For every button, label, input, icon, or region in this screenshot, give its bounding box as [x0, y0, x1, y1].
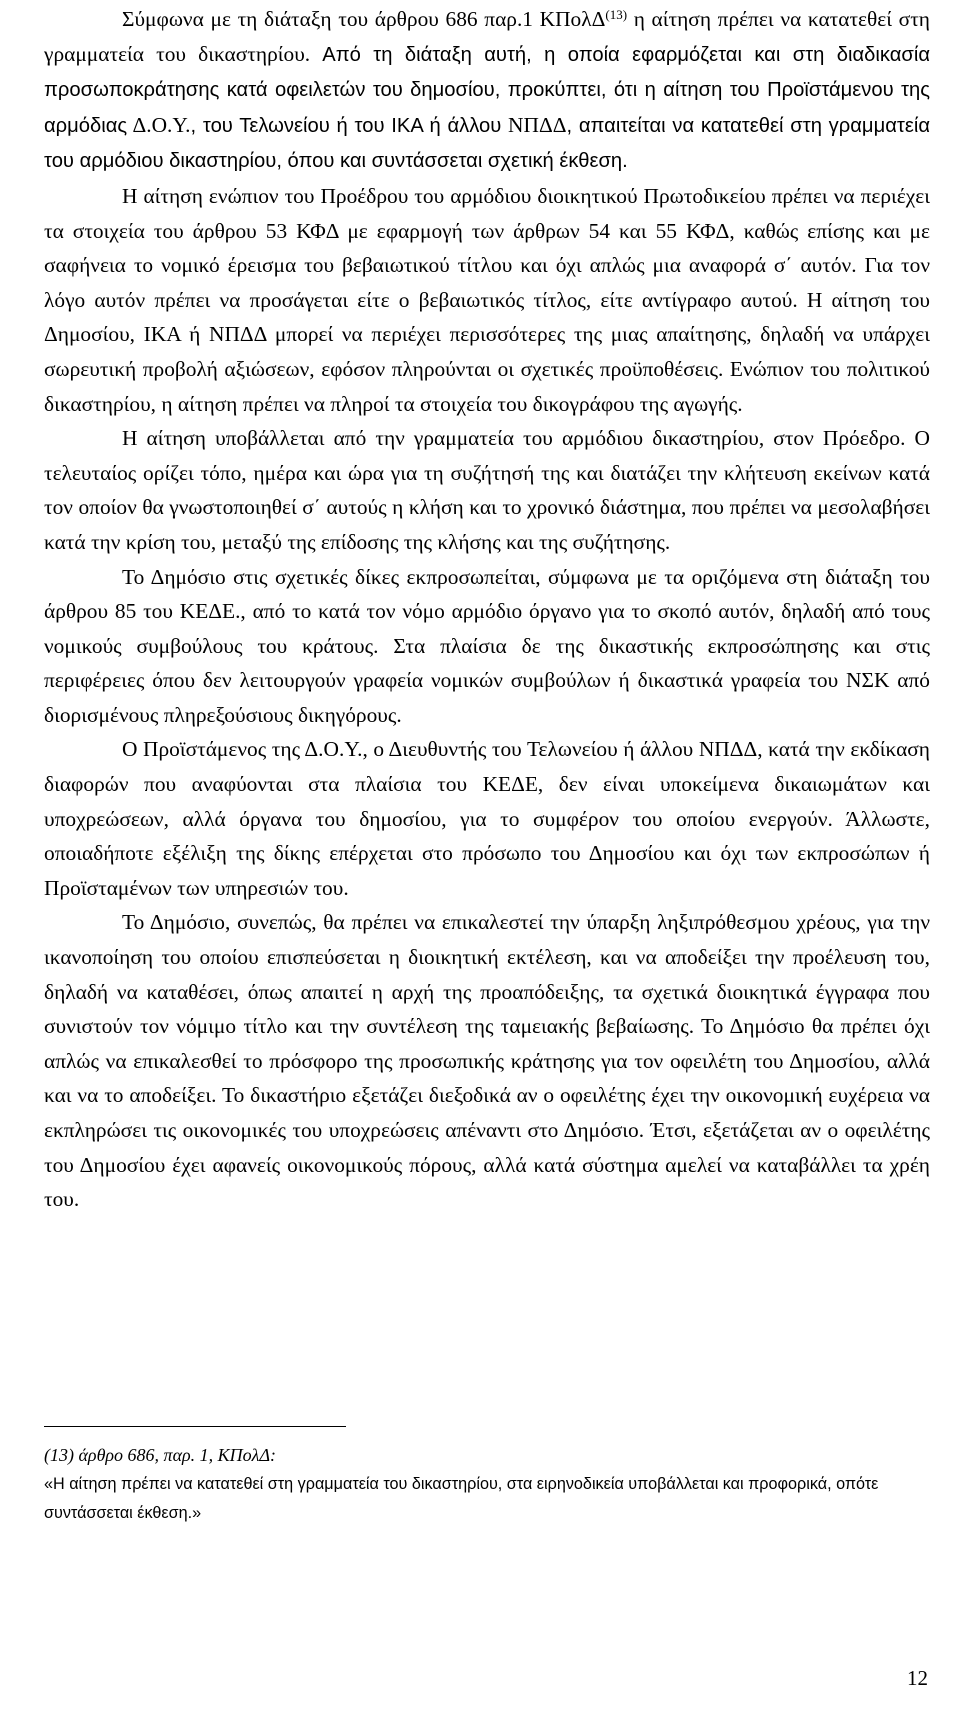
page-number: 12	[907, 1666, 928, 1690]
text-run: Το Δημόσιο, συνεπώς, θα πρέπει να επικαλεστεί την ύπαρξη ληξιπρόθεσμου χρέους, για την ικανοποίηση του οποίου επισπεύσεται η διοικητική εκτέλεση, και να αποδείξει την προέλευση του, δηλαδή να καταθέσει, όπως απαιτεί η αρχή της προαπόδειξης, τα σχετικά διοικητικά έγγραφα που συνιστούν τον νόμιμο τίτλο και την συντέλεση της ταμειακής βεβαίωσης. Το Δημόσιο θα πρέπει όχι απλώς να επικαλεσθεί το πρόσφορο της προσωπικής κράτησης για τον οφειλέτη του Δημοσίου, αλλά και να το αποδείξει. Το δικαστήριο εξετάζει διεξοδικά αν ο οφειλέτης έχει την οικονομική ευχέρεια να εκπληρώσει τις οικονομικές του υποχρεώσεις απέναντι στο Δημόσιο. Έτσι, εξετάζεται αν ο οφειλέτης του Δημοσίου έχει αφανείς οικονομικούς πόρους, αλλά κατά σύστημα αμελεί να καταβάλλει τα χρέη του.	[44, 910, 930, 1212]
text-run: ΝΠΔΔ	[508, 112, 567, 137]
text-run: η αίτηση πρέπει να κατατεθεί στη γραμματεία του δικαστηρίου.	[44, 7, 930, 66]
text-run: Σύμφωνα με τη διάταξη του άρθρου 686 παρ.1 ΚΠολΔ	[122, 7, 606, 31]
footnote-reference: (13) άρθρο 686, παρ. 1, ΚΠολΔ:	[44, 1445, 277, 1465]
paragraph-5	[44, 732, 930, 905]
text-run: , του Τελωνείου ή του ΙΚΑ ή άλλου	[190, 114, 509, 137]
footnote	[44, 1441, 930, 1528]
paragraph-2	[44, 179, 930, 421]
paragraph-1	[44, 2, 930, 179]
footnote-quote: «Η αίτηση πρέπει να κατατεθεί στη γραμματεία του δικαστηρίου, στα ειρηνοδικεία υποβάλλεται και προφορικά, οπότε συντάσσεται έκθεση.»	[44, 1475, 879, 1522]
text-run: Από τη διάταξη αυτή, η οποία εφαρμόζεται και στη διαδικασία προσωποκράτησης κατά οφειλετών του δημοσίου, προκύπτει, ότι η αίτηση του Προϊστάμενου της αρμόδιας	[44, 43, 930, 137]
paragraph-6	[44, 905, 930, 1216]
text-run: Ο Προϊστάμενος της Δ.Ο.Υ., ο Διευθυντής του Τελωνείου ή άλλου ΝΠΔΔ, κατά την εκδίκαση διαφορών που αναφύονται στα πλαίσια του ΚΕΔΕ, δεν είναι υποκείμενα δικαιωμάτων και υποχρεώσεων, αλλά όργανα του δημοσίου, για το συμφέρον του οποίου ενεργούν. Άλλωστε, οποιαδήποτε εξέλιξη της δίκης επέρχεται στο πρόσωπο του Δημοσίου και όχι των εκπροσώπων ή Προϊσταμένων των υπηρεσιών του.	[44, 737, 930, 900]
footnote-marker: (13)	[605, 7, 628, 22]
text-run: Το Δημόσιο στις σχετικές δίκες εκπροσωπείται, σύμφωνα με τα οριζόμενα στη διάταξη του άρθρου 85 του ΚΕΔΕ., από το κατά τον νόμο αρμόδιο όργανο για το σκοπό αυτόν, δηλαδή από τους νομικούς συμβούλους του κράτους. Στα πλαίσια δε της δικαστικής εκπροσώπησης και στις περιφέρειες όπου δεν λειτουργούν γραφεία νομικών συμβούλων ή δικαστικά γραφεία του ΝΣΚ από διορισμένους πληρεξούσιους δικηγόρους.	[44, 564, 930, 727]
paragraph-4	[44, 560, 930, 733]
text-run: Δ.Ο.Υ.	[127, 112, 191, 137]
text-run: Η αίτηση ενώπιον του Προέδρου του αρμόδιου διοικητικού Πρωτοδικείου πρέπει να περιέχει τα στοιχεία του άρθρου 53 ΚΦΔ με εφαρμογή των άρθρων 54 και 55 ΚΦΔ, καθώς επίσης και με σαφήνεια το νομικό έρεισμα του βεβαιωτικού τίτλου και όχι απλώς μια αναφορά σ΄ αυτόν. Για τον λόγο αυτόν πρέπει να προσάγεται είτε ο βεβαιωτικός τίτλος, είτε αντίγραφο αυτού. Η αίτηση του Δημοσίου, ΙΚΑ ή ΝΠΔΔ μπορεί να περιέχει περισσότερες της μιας απαίτησης, δηλαδή να υπάρχει σωρευτική προβολή αξιώσεων, εφόσον πληρούνται οι σχετικές προϋποθέσεις. Ενώπιον του πολιτικού δικαστηρίου, η αίτηση πρέπει να πληροί τα στοιχεία του δικογράφου της αγωγής.	[44, 183, 930, 416]
text-run: , απαιτείται να κατατεθεί στη γραμματεία του αρμόδιου δικαστηρίου, όπου και συντάσσεται σχετική έκθεση.	[44, 114, 930, 173]
text-run: Η αίτηση υποβάλλεται από την γραμματεία του αρμόδιου δικαστηρίου, στον Πρόεδρο. Ο τελευταίος ορίζει τόπο, ημέρα και ώρα για τη συζήτησή της και διατάζει την κλήτευση εκείνων κατά τον οποίον θα γνωστοποιηθεί σ΄ αυτούς η κλήση και το χρονικό διάστημα, που πρέπει να μεσολαβήσει κατά την κρίση του, μεταξύ της επίδοσης της κλήσης και της συζήτησης.	[44, 426, 930, 554]
body-text	[44, 2, 930, 1217]
paragraph-3	[44, 421, 930, 559]
footnote-separator	[44, 1426, 346, 1427]
